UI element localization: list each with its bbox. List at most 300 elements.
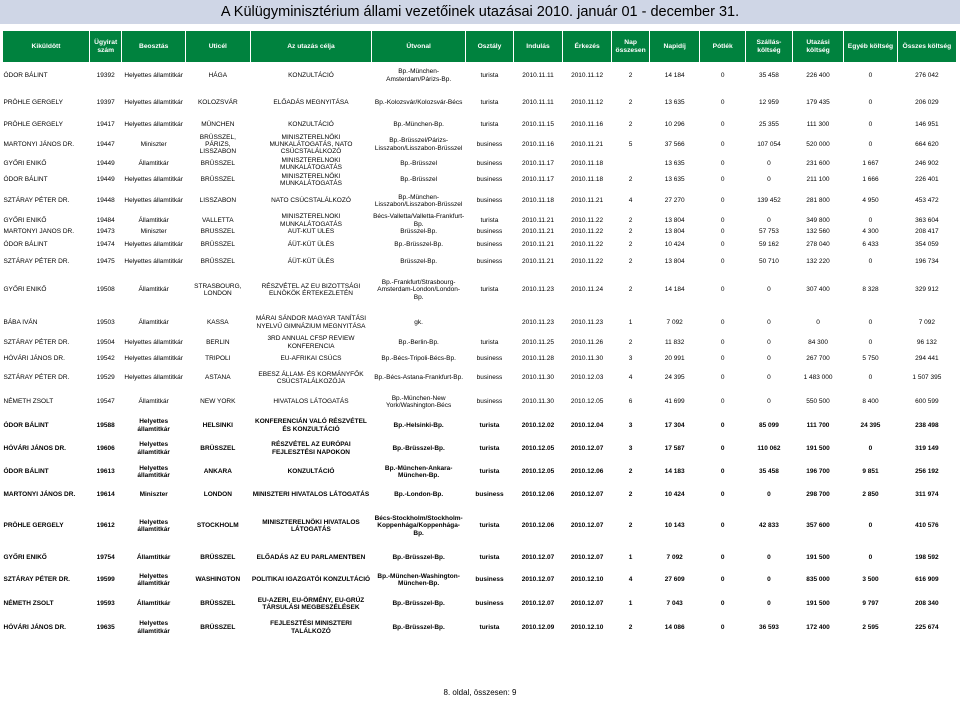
table-row [3,366,957,390]
purpose-cell: KONZULTÁCIÓ [288,121,334,129]
destination-cell: BRÜSSZEL [200,600,236,608]
other-cost-cell: 0 [868,140,873,148]
file-number-cell: 19448 [96,197,115,205]
purpose-cell: KONZULTÁCIÓ [288,72,334,80]
class-cell: business [476,160,503,168]
arrival-cell: 2010.11.22 [571,257,604,265]
name-cell: ÓDOR BÁLINT [3,176,48,184]
destination-cell: BRÜSSZEL, PÁRIZS, LISSZABON [199,133,237,156]
position-cell: Államtitkár [138,286,169,294]
table-row [3,157,957,172]
destination-cell: BRÜSSZEL [200,257,235,265]
file-number-cell: 19542 [96,354,115,362]
other-cost-cell: 9 851 [862,468,879,476]
destination-cell: BERLIN [206,338,230,346]
days-cell: 2 [628,99,633,107]
route-cell: Bp.-München-Bp. [393,121,444,129]
travel-cost-cell: 132 560 [806,228,830,236]
name-cell: PRÖHLE GERGELY [3,522,64,530]
position-cell: Helyettes államtitkár [124,338,183,346]
travel-cost-cell: 835 000 [806,576,830,584]
page-title: A Külügyminisztérium állami vezetőinek utazásai 2010. január 01 - december 31. [0,0,960,24]
days-cell: 2 [628,176,633,184]
name-cell: GYŐRI ENIKŐ [3,216,47,224]
table-row [3,484,957,505]
other-cost-cell: 3 500 [862,576,879,584]
arrival-cell: 2010.11.16 [571,121,604,129]
arrival-cell: 2010.11.26 [571,338,604,346]
allowance-cell: 0 [720,421,725,429]
purpose-cell: POLITIKAI IGAZGATÓI KONZULTÁCIÓ [251,576,371,584]
accommodation-cell: 59 162 [759,241,779,249]
arrival-cell: 2010.11.12 [571,99,604,107]
total-cost-cell: 453 472 [915,197,939,205]
purpose-cell: ÁÜT-KÜT ÜLÉS [287,257,335,265]
days-cell: 4 [628,374,633,382]
column-header: Ügyirat szám [90,31,122,63]
other-cost-cell: 0 [868,338,873,346]
table-row [3,390,957,414]
destination-cell: BRÜSSZEL [200,228,235,236]
position-cell: Helyettes államtitkár [124,176,183,184]
class-cell: business [476,374,503,382]
other-cost-cell: 1 666 [862,176,879,184]
accommodation-cell: 0 [767,600,771,608]
destination-cell: STRASBOURG, LONDON [194,282,242,298]
total-cost-cell: 225 674 [915,623,939,631]
name-cell: GYŐRI ENIKŐ [3,286,47,294]
allowance-cell: 0 [720,444,725,452]
destination-cell: LISSZABON [199,197,237,205]
accommodation-cell: 0 [767,576,771,584]
days-cell: 2 [628,490,633,498]
per-diem-cell: 13 635 [664,176,685,184]
travel-cost-cell: 111 300 [806,121,830,129]
table-row [3,505,957,547]
class-cell: business [476,140,503,148]
destination-cell: BRÜSSZEL [200,241,235,249]
class-cell: turista [480,216,499,224]
arrival-cell: 2010.12.10 [570,623,604,631]
departure-cell: 2010.11.21 [521,216,555,224]
accommodation-cell: 0 [767,286,771,294]
class-cell: business [476,176,503,184]
accommodation-cell: 35 458 [759,468,779,476]
file-number-cell: 19417 [96,121,115,129]
other-cost-cell: 6 433 [862,241,879,249]
class-cell: turista [480,121,499,129]
travel-cost-cell: 191 500 [806,600,830,608]
name-cell: GYŐRI ENIKŐ [3,160,47,168]
days-cell: 6 [628,398,633,406]
arrival-cell: 2010.11.21 [571,140,604,148]
column-header: Beosztás [122,31,186,63]
travel-cost-cell: 172 400 [806,623,830,631]
column-header: Napidíj [650,31,700,63]
allowance-cell: 0 [720,600,725,608]
file-number-cell: 19475 [96,257,115,265]
purpose-cell: ELŐADÁS AZ EU PARLAMENTBEN [256,553,366,561]
days-cell: 2 [628,286,633,294]
travel-cost-cell: 196 700 [806,468,830,476]
column-header: Indulás [513,31,562,63]
position-cell: Miniszter [140,140,167,148]
purpose-cell: MINISZTERELNÖKI MUNKALÁTOGATÁS [280,172,342,188]
allowance-cell: 0 [720,468,725,476]
purpose-cell: KONFERENCIÁN VALÓ RÉSZVÉTEL ÉS KONZULTÁCIÓ [255,418,367,433]
file-number-cell: 19614 [96,490,115,498]
per-diem-cell: 27 609 [664,576,685,584]
destination-cell: MÜNCHEN [201,121,235,129]
per-diem-cell: 24 395 [664,374,685,382]
other-cost-cell: 4 950 [862,197,879,205]
allowance-cell: 0 [720,522,725,530]
allowance-cell: 0 [720,241,725,249]
file-number-cell: 19484 [96,216,115,224]
position-cell: Helyettes államtitkár [137,418,170,433]
route-cell: Bécs-Valletta/Valletta-Frankfurt-Bp. [373,213,465,228]
name-cell: PRÖHLE GERGELY [3,121,63,129]
name-cell: ÓDOR BÁLINT [3,241,48,249]
travel-cost-cell: 520 000 [806,140,830,148]
accommodation-cell: 0 [767,553,771,561]
accommodation-cell: 0 [767,216,771,224]
travel-cost-cell: 307 400 [806,286,830,294]
per-diem-cell: 13 804 [664,228,685,236]
allowance-cell: 0 [720,99,725,107]
route-cell: Bp.-Brüsszel/Párizs-Lisszabon/Lisszabon-Brüsszel [374,137,463,152]
departure-cell: 2010.11.15 [521,121,555,129]
purpose-cell: NATO CSÚCSTALÁLKOZÓ [271,197,351,205]
accommodation-cell: 0 [767,176,771,184]
allowance-cell: 0 [720,228,725,236]
arrival-cell: 2010.11.24 [571,286,604,294]
other-cost-cell: 0 [868,121,873,129]
allowance-cell: 0 [720,318,725,326]
file-number-cell: 19612 [96,522,115,530]
file-number-cell: 19613 [96,468,115,476]
arrival-cell: 2010.12.05 [570,398,604,406]
per-diem-cell: 17 587 [664,444,685,452]
travel-cost-cell: 281 800 [806,197,830,205]
total-cost-cell: 600 599 [915,398,939,406]
file-number-cell: 19449 [96,160,115,168]
purpose-cell: MINISZTERELNÖKI MUNKALÁTOGATÁS, NATO CSÚCSTALÁLKOZÓ [269,133,353,156]
position-cell: Helyettes államtitkár [124,72,183,80]
total-cost-cell: 363 604 [915,216,939,224]
route-cell: Bécs-Stockholm/Stockholm-Koppenhága/Koppenhága-Bp. [374,515,463,537]
days-cell: 2 [628,338,633,346]
destination-cell: HÁGA [208,72,228,80]
other-cost-cell: 8 328 [862,286,879,294]
purpose-cell: KONZULTÁCIÓ [287,468,335,476]
name-cell: ÓDOR BÁLINT [3,72,48,80]
arrival-cell: 2010.12.03 [570,374,604,382]
per-diem-cell: 20 991 [664,354,685,362]
class-cell: business [475,600,504,608]
days-cell: 4 [628,576,633,584]
file-number-cell: 19449 [96,176,115,184]
total-cost-cell: 319 149 [915,444,939,452]
accommodation-cell: 35 458 [759,72,779,80]
departure-cell: 2010.11.23 [521,318,555,326]
file-number-cell: 19447 [96,140,115,148]
page-footer: 8. oldal, összesen: 9 [443,688,517,697]
column-header: Uticél [185,31,250,63]
position-cell: Államtitkár [136,600,171,608]
table-row [3,171,957,189]
purpose-cell: MINISZTERI HIVATALOS LÁTOGATÁS [252,490,370,498]
per-diem-cell: 11 832 [664,338,685,346]
name-cell: HÓVÁRI JÁNOS DR. [3,354,65,362]
route-cell: Bp.-Brüsszel-Bp. [392,623,445,631]
table-row [3,133,957,157]
per-diem-cell: 37 566 [664,140,685,148]
travel-cost-cell: 84 300 [808,338,828,346]
route-cell: Bp.-Frankfurt/Strasbourg-Amsterdam-London/London-Bp. [377,279,461,301]
per-diem-cell: 27 270 [664,197,685,205]
accommodation-cell: 0 [767,318,771,326]
name-cell: ÓDOR BÁLINT [3,421,49,429]
route-cell: Bp.-Brüsszel [400,176,438,184]
purpose-cell: FEJLESZTÉSI MINISZTERI TALÁLKOZÓ [270,620,352,635]
travel-cost-cell: 191 500 [806,444,830,452]
days-cell: 2 [628,241,633,249]
position-cell: Helyettes államtitkár [137,464,170,480]
route-cell: Bp.-München-Ankara-München-Bp. [384,464,453,480]
allowance-cell: 0 [720,490,725,498]
per-diem-cell: 14 184 [664,286,685,294]
destination-cell: KASSA [206,318,229,326]
days-cell: 3 [628,354,633,362]
table-row [3,213,957,228]
departure-cell: 2010.12.07 [521,553,555,561]
class-cell: turista [479,421,500,429]
travel-cost-cell: 357 600 [806,522,830,530]
accommodation-cell: 57 753 [759,228,779,236]
position-cell: Államtitkár [138,318,169,326]
position-cell: Helyettes államtitkár [124,121,183,129]
allowance-cell: 0 [720,176,725,184]
departure-cell: 2010.12.09 [521,623,555,631]
class-cell: business [476,197,503,205]
total-cost-cell: 410 576 [915,522,939,530]
position-cell: Helyettes államtitkár [124,197,183,205]
route-cell: Bp.-Bécs-Astana-Frankfurt-Bp. [374,374,464,382]
per-diem-cell: 7 092 [666,553,683,561]
travel-cost-cell: 226 400 [806,72,830,80]
departure-cell: 2010.11.30 [521,398,555,406]
per-diem-cell: 14 183 [664,468,685,476]
table-row [3,460,957,484]
class-cell: turista [480,286,499,294]
class-cell: turista [479,553,500,561]
position-cell: Miniszter [140,228,167,236]
purpose-cell: MINISZTERELNÖKI MUNKALÁTOGATÁS [280,213,342,228]
destination-cell: BRÜSSZEL [200,444,236,452]
accommodation-cell: 0 [767,354,771,362]
name-cell: SZTÁRAY PÉTER DR. [3,338,70,346]
days-cell: 2 [628,468,633,476]
travel-cost-cell: 231 600 [806,160,830,168]
class-cell: turista [479,444,500,452]
arrival-cell: 2010.12.07 [570,600,604,608]
route-cell: Bp.-Helsinki-Bp. [393,421,444,429]
position-cell: Államtitkár [138,160,169,168]
name-cell: MARTONYI JÁNOS DR. [3,490,76,498]
total-cost-cell: 616 909 [915,576,939,584]
travel-cost-cell: 211 100 [806,176,830,184]
total-cost-cell: 311 974 [915,490,939,498]
table-row [3,228,957,236]
allowance-cell: 0 [720,257,725,265]
per-diem-cell: 14 184 [664,72,685,80]
total-cost-cell: 276 042 [915,72,939,80]
per-diem-cell: 13 804 [664,257,685,265]
per-diem-cell: 10 296 [664,121,685,129]
route-cell: Bp.-München-Lisszabon/Lisszabon-Brüsszel [374,193,463,209]
days-cell: 5 [628,140,633,148]
position-cell: Államtitkár [138,216,169,224]
departure-cell: 2010.11.23 [521,286,555,294]
destination-cell: WASHINGTON [195,576,241,584]
travel-table [2,30,957,639]
class-cell: business [475,490,504,498]
class-cell: turista [480,72,499,80]
class-cell: business [475,576,504,584]
accommodation-cell: 139 452 [757,197,781,205]
total-cost-cell: 1 507 395 [912,374,942,382]
other-cost-cell: 2 850 [862,490,879,498]
table-row [3,616,957,639]
total-cost-cell: 664 620 [915,140,939,148]
total-cost-cell: 246 902 [915,160,939,168]
total-cost-cell: 256 192 [915,468,939,476]
accommodation-cell: 0 [767,398,771,406]
table-row [3,118,957,133]
table-row [3,254,957,269]
allowance-cell: 0 [720,576,725,584]
arrival-cell: 2010.11.12 [571,72,604,80]
purpose-cell: EBESZ ÁLLAM- ÉS KORMÁNYFŐK CSÚCSTALÁLKOZÓJA [258,370,364,386]
departure-cell: 2010.11.17 [521,176,555,184]
name-cell: NÉMETH ZSOLT [3,398,54,406]
name-cell: SZTÁRAY PÉTER DR. [3,374,70,382]
table-row [3,334,957,351]
position-cell: Helyettes államtitkár [137,441,170,456]
position-cell: Helyettes államtitkár [124,354,183,362]
accommodation-cell: 85 099 [759,421,779,429]
name-cell: SZTÁRAY PÉTER DR. [3,576,70,584]
arrival-cell: 2010.11.30 [571,354,604,362]
class-cell: business [476,228,503,236]
accommodation-cell: 50 710 [759,257,779,265]
destination-cell: VALLETTA [202,216,234,224]
departure-cell: 2010.11.18 [521,197,555,205]
allowance-cell: 0 [720,160,725,168]
destination-cell: ASTANA [205,374,231,382]
file-number-cell: 19504 [96,338,115,346]
name-cell: MARTONYI JÁNOS DR. [3,228,75,236]
file-number-cell: 19503 [96,318,115,326]
purpose-cell: HIVATALOS LÁTOGATÁS [273,398,349,406]
route-cell: Bp.-Berlin-Bp. [398,338,439,346]
total-cost-cell: 354 059 [915,241,939,249]
class-cell: turista [480,99,499,107]
class-cell: turista [479,468,500,476]
arrival-cell: 2010.12.10 [570,576,604,584]
name-cell: MARTONYI JÁNOS DR. [3,140,75,148]
name-cell: PRÖHLE GERGELY [3,99,63,107]
file-number-cell: 19547 [96,398,115,406]
column-header: Nap összesen [612,31,650,63]
position-cell: Helyettes államtitkár [124,99,183,107]
days-cell: 1 [628,318,633,326]
purpose-cell: EU-AFRIKAI CSÚCS [280,354,342,362]
days-cell: 3 [628,421,633,429]
arrival-cell: 2010.12.07 [570,553,604,561]
route-cell: Bp.-München-New York/Washington-Bécs [386,394,452,410]
arrival-cell: 2010.11.18 [571,176,604,184]
accommodation-cell: 36 593 [759,623,779,631]
file-number-cell: 19529 [96,374,115,382]
accommodation-cell: 0 [767,490,771,498]
position-cell: Helyettes államtitkár [124,257,183,265]
accommodation-cell: 0 [767,160,771,168]
table-row [3,89,957,118]
travel-cost-cell: 111 700 [806,421,830,429]
per-diem-cell: 14 086 [664,623,685,631]
position-cell: Helyettes államtitkár [124,374,183,382]
table-row [3,437,957,460]
route-cell: Brüsszel-Bp. [400,257,438,265]
table-row [3,351,957,366]
days-cell: 4 [628,197,633,205]
route-cell: Bp.-Brüsszel-Bp. [392,444,445,452]
departure-cell: 2010.11.11 [522,72,554,80]
table-row [3,592,957,616]
arrival-cell: 2010.12.07 [570,444,604,452]
file-number-cell: 19473 [96,228,115,236]
per-diem-cell: 13 804 [664,216,685,224]
days-cell: 2 [628,228,633,236]
other-cost-cell: 0 [868,553,873,561]
arrival-cell: 2010.11.22 [571,241,604,249]
position-cell: Helyettes államtitkár [124,241,183,249]
other-cost-cell: 9 797 [862,600,879,608]
position-cell: Államtitkár [138,398,169,406]
departure-cell: 2010.11.30 [521,374,555,382]
allowance-cell: 0 [720,72,725,80]
per-diem-cell: 10 424 [664,241,685,249]
per-diem-cell: 10 143 [664,522,685,530]
travel-cost-cell: 191 500 [806,553,830,561]
departure-cell: 2010.12.07 [521,576,555,584]
name-cell: NÉMETH ZSOLT [3,600,54,608]
file-number-cell: 19474 [96,241,115,249]
purpose-cell: ELŐADÁS MEGNYITÁSA [273,99,349,107]
table-row [3,236,957,254]
total-cost-cell: 294 441 [915,354,939,362]
class-cell: turista [479,522,500,530]
other-cost-cell: 24 395 [860,421,881,429]
column-header: Egyéb költség [844,31,898,63]
accommodation-cell: 42 833 [759,522,779,530]
travel-cost-cell: 298 700 [806,490,830,498]
departure-cell: 2010.11.25 [521,338,555,346]
route-cell: Bp.-Brüsszel-Bp. [392,553,445,561]
departure-cell: 2010.11.11 [522,99,554,107]
